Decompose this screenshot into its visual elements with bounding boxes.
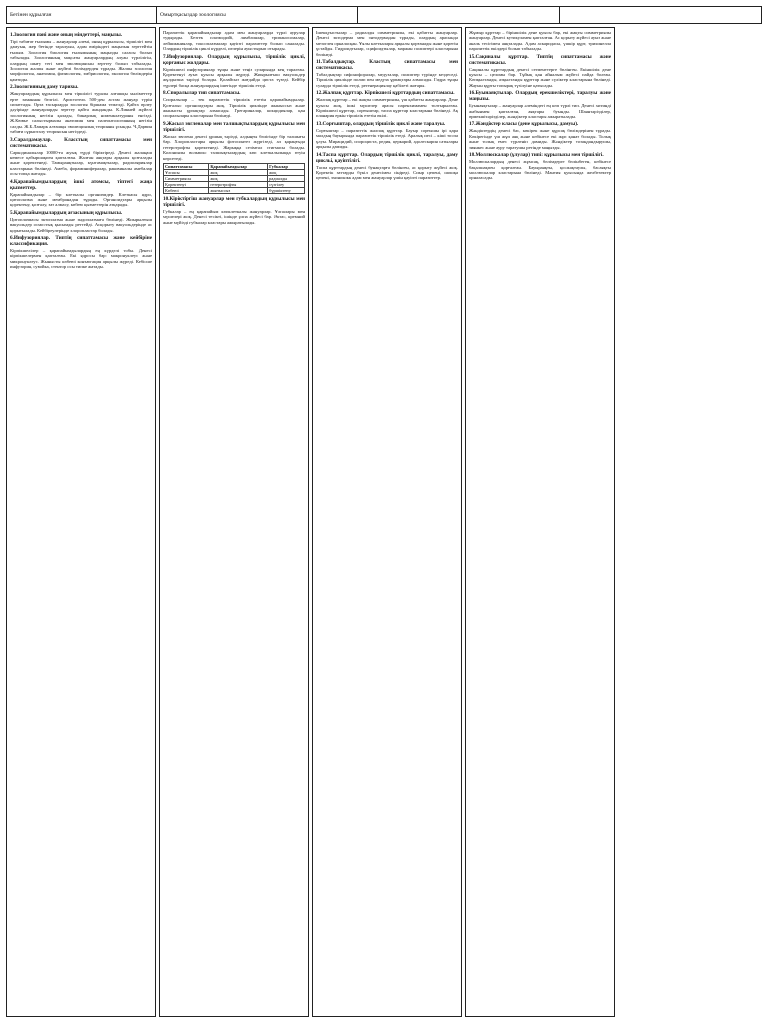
table-cell: жоқ [209,169,268,175]
section-text: Моллюскалардың денесі жұмсақ, бөлімдерге бөлінбеген, көбінесе бақалшақпен қорғалған. Бауыраяқты, қосжақтаулы, басаяқты моллюскалар кластарына бөлінеді. Мантия қуысында желбезектер орналасады. [469,159,611,181]
table-cell: радиалды [268,175,305,181]
section-heading: 11.Табалдықтар. Кластың сипаттамасы мен систематикасы. [316,59,458,72]
section-text: Жалпақ құрттар – екі жақты симметриялы, үш қабатты жануарлар. Дене қуысы жоқ, ішкі мүшелер арасы паренхимамен толтырылған. Кірпікшелі құрттар, сорғыштар, таспа құрттар кластарына бөлінеді. Ақ планария еркін тіршілік ететін өкілі. [316,97,458,119]
table-cell: гетеротрофты [209,181,268,187]
table-cell: Симметриясы [164,175,209,181]
section-text: Буынаяқтылар – жануарлар әлеміндегі ең көп түрлі тип. Денесі хитинді жабынмен қапталған, аяқтары буынды. Шаянтәрізділер, өрмекшітәрізділер, жәндіктер кластары ажыратылады. [469,103,611,120]
table-cell: сүзгілеу [268,181,305,187]
section-text: Споралылар – тек паразиттік тіршілік ететін қарапайымдылар. Қозғалыс органоидтары жоқ. Тіршілік циклінде жыныссыз және жынысты ұрпақтар алмасады. Грегариналар, кокцидиялар, қан споралылары кластарына бөлінеді. [163,97,305,119]
section-heading: 16.Буынаяқтылар. Олардың ерекшеліктері, таралуы және маңызы. [469,90,611,103]
table-cell: Қоректенуі [164,181,209,187]
table-cell: Ұлпасы [164,169,209,175]
table-cell: жыныссыз [209,187,268,193]
section-text: Табалдықтар сифонофоралар, медузалар, полиптер түрінде кездеседі. Тіршілік циклінде полип пен медуза ұрпақтары алмасады. Гидра тұщы суларда тіршілік етеді, регенерациялау қабілеті жоғары. [316,72,458,88]
text-columns [6,27,762,1017]
section-heading: 12.Жалпақ құрттар. Кірпікшелі құрттардың сипаттамасы. [316,90,455,97]
text-column [159,27,309,1017]
section-heading: 17.Жәндіктер класы (дене құрылысы, дамуы). [469,121,579,128]
section-text: Қарапайымдылар – бір клеткалы организмдер. Клеткасы ядро, цитоплазма және мембранадан тұрады. Органоидтары арқылы қоректену, қозғалу, зат алмасу, көбею қызметтерін атқарады. [10,191,152,208]
text-column [6,27,156,1017]
section-text: Паразиттік қарапайымдылар адам мен жануарларда түрлі аурулар тудырады. Безгек плазмодийі, лямблиялар, трипаносомалар, лейшманиялар, токсоплазмалар қауіпті паразиттер болып саналады. Олардың тіршілік циклі күрделі, иелерін ауыстырып отырады. [163,30,305,52]
table-cell: Көбеюі [164,187,209,193]
table-header-cell: Қарапайымдылар [209,163,268,169]
section-heading: 5.Қарапайымдылардың ағзасының құрылысы. [10,209,123,216]
section-heading: 18.Моллюскалар (ұлулар) типі: құрылысы мен тіршілігі. [469,152,604,159]
section-heading: 15.Сақиналы құрттар. Типтің сипаттамасы және систематикасы. [469,53,611,66]
section-text: Сақиналы құрттардың денесі сегменттерге бөлінген. Екіншілік дене қуысы – целомы бар. Тұйық қан айналым жүйесі пайда болған. Көпқылтанды, азқылтанды құрттар және сүліктер кластарына бөлінеді. Жауын құрты топырақ түзілуіне қатысады. [469,66,611,88]
table-header-row [164,163,305,169]
table-cell: жоқ [209,175,268,181]
section-text: Кірпікшелі инфузориялар тұщы және теңіз суларында кең таралған. Қоректенуі ауыз қуысы арқылы жүреді. Жиырылғыш вакуольдер жұлдызша тәрізді болады. Қолайсыз жағдайда циста түзеді. Кейбір түрлері басқа жануарлардың ішегінде тіршілік етеді. [163,66,305,88]
header-cell-3 [560,7,761,23]
table-cell: жоқ [268,169,305,175]
section-heading: 9.Жасыл эвгленалар мен талшықтылардың құрылысы мен тіршілігі. [163,120,305,133]
page-header [6,6,762,24]
section-text: Таспа құрттардың денесі бунақтарға бөлінген, ас қорыту жүйесі жоқ. Қоректік заттарды бүкіл денесімен сіңіреді. Сиыр цепені, шошқа цепені, эхинококк адам мен жануарлар үшін қауіпті паразиттер. [316,164,458,181]
section-heading: 13.Сорғыштар, олардың тіршілік циклі және таралуы. [316,120,446,127]
section-text: Ішекқуыстылар – радиалды симметриялы, екі қабатты жануарлар. Денесі эктодерма мен энтодермадан тұрады, олардың арасында мезоглея орналасқан. Ұялы клеткалары арқылы қорғанады және қорегін ұстайды. Гидроидтылар, сцифоидтылар, маржан полиптері кластарына бөлінеді. [316,30,458,57]
section-text: Губкалар – ең қарапайым көпклеткалы жануарлар. Ұлпалары мен мүшелері жоқ. Денесі тесікті, ішінде ұлпа жүйесі бар. Әктас, кремний және мүйізді губкалар кластары ажыратылады. [163,208,305,225]
section-text: Жәндіктердің денесі бас, көкірек және құрсақ бөлімдерінен тұрады. Көкірегінде үш жұп аяқ және көбінесе екі жұп қанат болады. Толық және толық емес түрленіп дамиды. Жәндіктер тозаңдандырушы, зиянкес және ауру таратушы ретінде маңызды. [469,128,611,150]
section-heading: 6.Инфузориялар. Типтің сипаттамасы және кейбіріне классификация. [10,234,152,247]
section-heading: 8.Споралылар тип сипаттамасы. [163,90,241,97]
section-text: Жасыл эвглена денесі ұршық тәрізді, алдыңғы бөлігінде бір талшығы бар. Хлоропластары арқылы фотосинтез жүргізеді, ал қараңғыда гетеротрофты қоректенеді. Жарыққа сезімтал стигмасы болады. Колониялы вольвокс талшықтылардың көп клеткалылыққа өтуін көрсетеді. [163,133,305,161]
section-heading: 10.Кіріктіргіш жануарлар мен губкалардың құрылысы мен тіршілігі. [163,195,305,208]
section-text: Кірпікшелілер – қарапайымдылардың ең күрделі тобы. Денесі кірпікшелермен қапталған. Екі ядросы бар: макронуклеус және микронуклеус. Жынысты көбеюі конъюгация арқылы жүреді. Кебісше инфузория, сувойка, стентор осы типке жатады. [10,247,152,270]
section-heading: 1.Зоология пәні және оның міндеттері, маңызы. [10,32,123,38]
section-text: Саркодиналылар 10000-ға жуық түрді біріктіреді. Денесі жалаңаш немесе қабыршақпен қапталған. Жалған аяқтары арқылы қозғалады және қоректенеді. Тамыраяқтылар, күнтамақтылар, радиоляриялар кластарына бөлінеді. Амеба, фораминифералар, раковиналы амебалар осы топқа жатады. [10,149,152,177]
section-text: Цитоплазмасы эктоплазма және эндоплазмаға бөлінеді. Жиырылғыш вакуольдер осмостық қысымды реттейді. Асқорыту вакуольдерінде ас қорытылады. Кейбіреулерінде хлоропластар болады. [10,216,152,233]
section-text: Тірі табиғат ғылымы – жануарлар әлемі, оның құрылысы, тіршілігі мен дамуын, жер бетінде таралуын, адам өміріндегі маңызын зерттейтін ғылым. Зоология биология ғылымының маңызды саласы болып табылады. Зоологияның мақсаты жануарлардың алуан түрлілігін, олардың шығу тегі мен эволюциясын зерттеу болып табылады. Зоология жалпы және жүйелі бөлімдерден тұрады. Жалпы зоология морфология, анатомия, физиология, эмбриология, экология бөлімдерін қамтиды. [10,39,152,82]
section-text: Жұмыр құрттар – біріншілік дене қуысы бар, екі жақты симметриялы жануарлар. Денесі кутикуламен қапталған. Ас қорыту жүйесі ауыз және аналь тесігімен аяқталады. Адам аскаридасы, үшкір құрт, трихинелла паразиттік өкілдері болып табылады. [469,30,611,52]
comparison-table [163,163,305,194]
table-header-cell: Губкалар [268,163,305,169]
section-heading: 3.Саралдамаулар. Класстың сипаттамасы мен систематикасы. [10,136,152,149]
section-heading: 7.Инфузориялар. Олардың құрылысы, тіршілік циклі, қорғаныс жолдары. [163,53,305,66]
header-cell-2 [358,7,559,23]
text-column [312,27,462,1017]
table-cell: бүршіктену [268,187,305,193]
section-heading: 4.Қарапайымдылардың ішкі атомсы, тіптегі жаңа қызметтер. [10,178,152,191]
table-row [164,181,305,187]
table-row [164,187,305,193]
section-text: Жануарлардың құрылысы мен тіршілігі туралы алғашқы мәліметтер ерте заманнан белгілі. Аристотель 500-ден астам жануар түрін сипаттады. Орта ғасырларда зоология біршама тежелді. Қайта өрлеу дәуірінде жануарларды зерттеу қайта жанданды. К.Линней жүйелі зоологияның негізін қалады, бинарлық номенклатураны енгізді. Ж.Кювье салыстырмалы анатомия мен палеонтологияның негізін салды. Ж.Б.Ламарк алғашқы эволюциялық теорияны ұсынды. Ч.Дарвин табиғи сұрыпталу теориясын негіздеді. [10,91,152,135]
section-heading: 2.Зоологияның даму тарихы. [10,84,79,91]
section-text: Сорғыштар – паразиттік жалпақ құрттар. Бауыр сорғышы ірі қара малдың бауырында паразиттік тіршілік етеді. Аралық иесі – кіші тоспа ұлуы. Мирацидий, спороциста, редия, церкарий, адолескария сатылары арқылы дамиды. [316,127,458,150]
section-heading: 14.Таспа құрттар. Олардың тіршілік циклі, таралуы, даму цикльі, қауіптілігі. [316,151,458,164]
text-column [465,27,615,1017]
header-left: Бетінен құрылған [7,7,157,23]
header-title: Омыртқасыздар зоологиясы [157,7,358,23]
table-header-cell: Сипаттамасы [164,163,209,169]
